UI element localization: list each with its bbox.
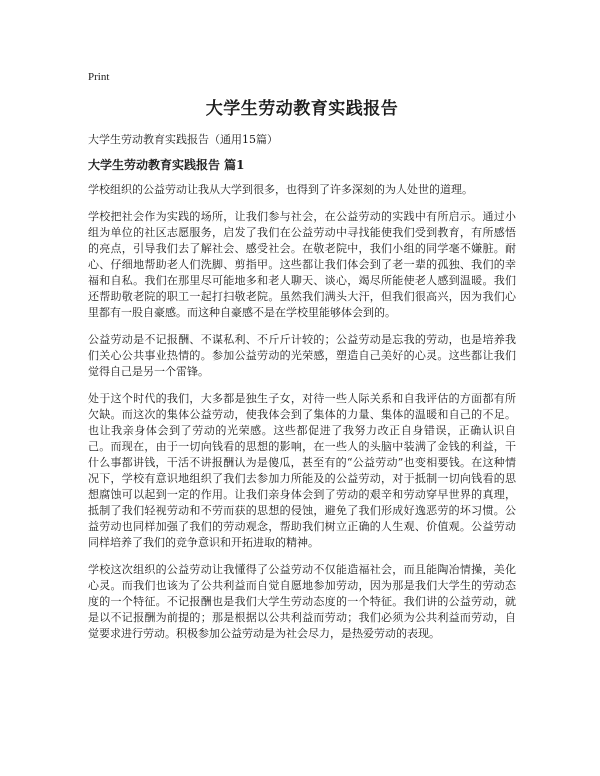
paragraph-1: 学校组织的公益劳动让我从大学到很多，也得到了许多深刻的为人处世的道理。 <box>88 183 473 196</box>
paragraph-4: 处于这个时代的我们，大多都是独生子女，对待一些人际关系和自我评估的方面都有所欠缺。而这次的集体公益劳动，使我体会到了集体的力量、集体的温暖和自己的不足。也让我亲身体会到了劳动的光荣感。这些都促进了我努力改正自身错误，正确认识自己。而现在，由于一切向钱看的思想的影响，在一些人的头脑中装满了金钱的利益，干什么事都讲钱，干活不讲报酬认为是傻瓜，甚至有的“公益劳动”也变相要钱。在这种情况下，学校有意识地组织了我们去参加力所能及的公益劳动，对于抵制一切向钱看的思想腐蚀可以起到一定的作用。让我们亲身体会到了劳动的艰辛和劳动穿早世界的真理，抵制了我们轻视劳动和不劳而获的思想的侵蚀，避免了我们形成好逸恶劳的坏习惯。公益劳动也同样加强了我们的劳动观念，帮助我们树立正确的人生观、价值观。公益劳动同样培养了我们的竞争意识和开拓进取的精神。 <box>88 392 516 549</box>
section-heading: 大学生劳动教育实践报告 篇1 <box>88 158 245 172</box>
document-page <box>88 70 516 653</box>
article-body <box>88 182 516 642</box>
paragraph-5: 学校这次组织的公益劳动让我懂得了公益劳动不仅能造福社会，而且能陶冶情操，美化心灵。而我们也该为了公共利益而自觉自愿地参加劳动，因为那是我们大学生的劳动态度的一个特征。不记报酬也是我们大学生劳动态度的一个特征。我们讲的公益劳动，就是以不记报酬为前提的；那是根据以公共利益而劳动；我们必须为公共利益而劳动，自觉要求进行劳动。积极参加公益劳动是为社会尽力，是热爱劳动的表现。 <box>88 563 516 640</box>
document-subtitle: 大学生劳动教育实践报告（通用15篇） <box>88 133 278 146</box>
print-link[interactable]: Print <box>88 71 110 83</box>
paragraph-2: 学校把社会作为实践的场所，让我们参与社会，在公益劳动的实践中有所启示。通过小组为单位的社区志愿服务，启发了我们在公益劳动中寻找能使我们受到教育，有所感悟的亮点，引导我们去了解社会、感受社会。在敬老院中，我们小组的同学毫不嫌脏。耐心、仔细地帮助老人们洗脚、剪指甲。这些都让我们体会到了老一辈的孤独、我们的幸福和自私。我们在那里尽可能地多和老人聊天、谈心，竭尽所能使老人感到温暖。我们还帮助敬老院的职工一起打扫敬老院。虽然我们满头大汗，但我们很高兴，因为我们心里都有一股自豪感。而这种自豪感不是在学校里能够体会到的。 <box>88 210 516 319</box>
document-title: 大学生劳动教育实践报告 <box>205 99 399 119</box>
paragraph-3: 公益劳动是不记报酬、不谋私利、不斤斤计较的；公益劳动是忘我的劳动，也是培养我们关心公共事业热情的。参加公益劳动的光荣感，塑造自己美好的心灵。这些都让我们觉得自己是另一个雷锋。 <box>88 333 516 378</box>
